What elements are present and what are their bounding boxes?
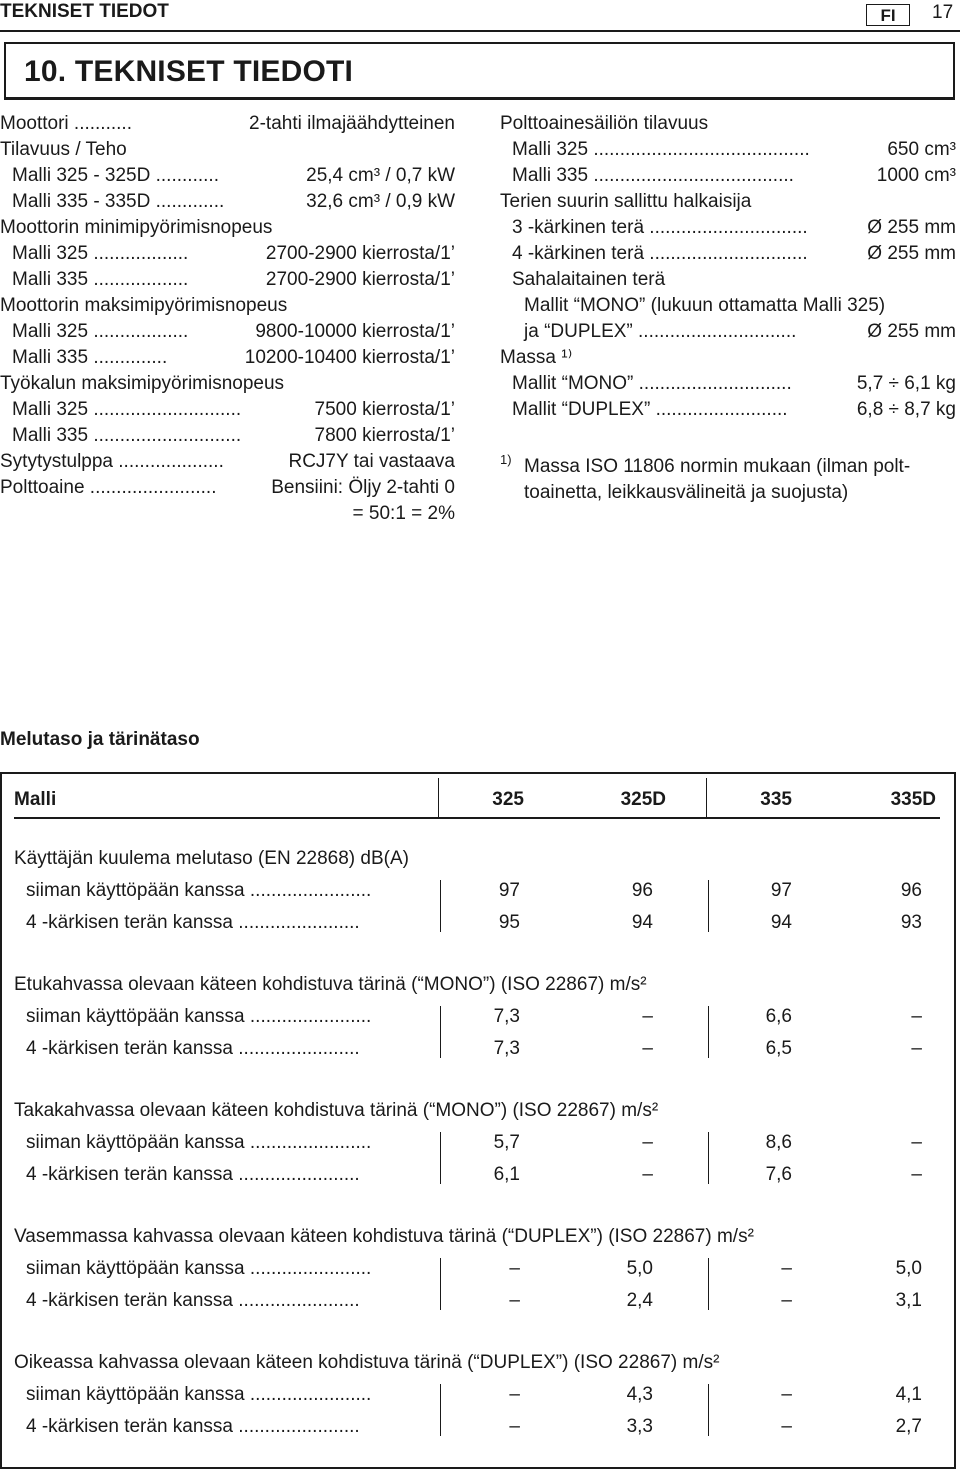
spec-row <box>0 449 455 475</box>
table-cell: – <box>642 1006 653 1027</box>
spec-row <box>0 293 455 319</box>
table-cell: – <box>642 1164 653 1185</box>
spec-label: Malli 335 .................. <box>12 269 189 290</box>
spec-row <box>512 215 956 241</box>
section-title: 10. TEKNISET TIEDOTI <box>24 55 354 88</box>
spec-row <box>524 293 956 319</box>
column-divider <box>708 906 709 932</box>
spec-label: Polttoainesäiliön tilavuus <box>500 113 709 134</box>
table-cell: – <box>642 1132 653 1153</box>
table-row-label: 4 -kärkisen terän kanssa ....................... <box>26 1290 360 1311</box>
table-cell: – <box>509 1384 520 1405</box>
table-cell: 5,0 <box>626 1258 653 1279</box>
table-cell: 6,6 <box>765 1006 792 1027</box>
table-header-335: 335 <box>760 789 792 810</box>
spec-value: 2700-2900 kierrosta/1’ <box>265 243 455 264</box>
spec-label: Mallit “MONO” (lukuun ottamatta Malli 325) <box>524 295 886 316</box>
spec-label: Moottorin maksimipyörimisnopeus <box>0 295 288 316</box>
table-cell: – <box>781 1416 792 1437</box>
spec-row <box>12 423 455 449</box>
column-divider <box>708 1158 709 1184</box>
spec-row <box>0 137 455 163</box>
spec-row <box>0 371 455 397</box>
table-row-label: 4 -kärkisen terän kanssa ....................... <box>26 1164 360 1185</box>
spec-label: Työkalun maksimipyörimisnopeus <box>0 373 285 394</box>
table-cell: 7,3 <box>493 1006 520 1027</box>
table-row-label: siiman käyttöpään kanssa ....................... <box>26 1258 372 1279</box>
spec-label: Malli 335 - 335D ............. <box>12 191 225 212</box>
spec-row <box>12 189 455 215</box>
table-cell: 5,0 <box>895 1258 922 1279</box>
spec-value: 32,6 cm³ / 0,9 kW <box>306 191 455 212</box>
table-cell: 2,4 <box>626 1290 653 1311</box>
table-row-label: siiman käyttöpään kanssa ....................... <box>26 880 372 901</box>
table-row-label: 4 -kärkisen terän kanssa ....................... <box>26 912 360 933</box>
spec-label: Polttoaine ........................ <box>0 477 217 498</box>
spec-row <box>524 319 956 345</box>
spec-value: 25,4 cm³ / 0,7 kW <box>306 165 455 186</box>
table-cell: 4,1 <box>895 1384 922 1405</box>
table-row-label: siiman käyttöpään kanssa ....................... <box>26 1006 372 1027</box>
table-cell: – <box>911 1132 922 1153</box>
spec-value: Ø 255 mm <box>867 243 956 264</box>
footnote-line-1: Massa ISO 11806 normin mukaan (ilman polt- <box>524 456 911 477</box>
column-divider <box>440 906 441 932</box>
spec-value: Bensiini: Öljy 2-tahti 0 <box>271 477 455 498</box>
table-group-title: Oikeassa kahvassa olevaan käteen kohdistuva tärinä (“DUPLEX”) (ISO 22867) m/s² <box>14 1352 720 1373</box>
column-divider <box>440 1158 441 1184</box>
table-cell: 95 <box>498 912 520 933</box>
spec-row <box>12 345 455 371</box>
table-header-335d: 335D <box>890 789 936 810</box>
spec-value: Ø 255 mm <box>867 321 956 342</box>
spec-value: 5,7 ÷ 6,1 kg <box>856 373 956 394</box>
spec-row <box>12 397 455 423</box>
spec-value: Ø 255 mm <box>867 217 956 238</box>
spec-value: 7500 kierrosta/1’ <box>314 399 455 420</box>
language-badge: FI <box>866 4 910 26</box>
table-group-title: Etukahvassa olevaan käteen kohdistuva tärinä (“MONO”) (ISO 22867) m/s² <box>14 974 647 995</box>
column-divider <box>440 1410 441 1436</box>
spec-row <box>0 111 455 137</box>
spec-value: 650 cm³ <box>887 139 956 160</box>
spec-label: Mallit “DUPLEX” ......................... <box>512 399 788 420</box>
header-divider-2 <box>706 778 707 818</box>
table-group-title: Vasemmassa kahvassa olevaan käteen kohdistuva tärinä (“DUPLEX”) (ISO 22867) m/s² <box>14 1226 754 1247</box>
table-cell: 97 <box>770 880 792 901</box>
spec-row <box>12 267 455 293</box>
page-number: 17 <box>932 2 954 23</box>
footnote-marker: 1) <box>500 452 512 467</box>
header-divider-1 <box>438 778 439 818</box>
spec-label: Malli 325 .................. <box>12 243 189 264</box>
spec-label: 4 -kärkinen terä .............................. <box>512 243 808 264</box>
spec-row <box>512 267 956 293</box>
table-group-title: Käyttäjän kuulema melutaso (EN 22868) dB(A) <box>14 848 409 869</box>
table-cell: 3,3 <box>626 1416 653 1437</box>
table-header-325d: 325D <box>620 789 666 810</box>
spec-value: 2700-2900 kierrosta/1’ <box>265 269 455 290</box>
spec-value: 9800-10000 kierrosta/1’ <box>255 321 455 342</box>
spec-label: Malli 325 ............................ <box>12 399 242 420</box>
spec-label: Sytytystulppa .................... <box>0 451 224 472</box>
spec-label: Massa ¹⁾ <box>500 347 573 368</box>
spec-value: 10200-10400 kierrosta/1’ <box>244 347 455 368</box>
table-cell: 97 <box>498 880 520 901</box>
spec-row <box>12 163 455 189</box>
table-cell: – <box>911 1006 922 1027</box>
spec-row <box>512 137 956 163</box>
header-divider <box>0 30 960 32</box>
table-cell: 3,1 <box>895 1290 922 1311</box>
table-row-label: 4 -kärkisen terän kanssa ....................... <box>26 1038 360 1059</box>
table-cell: – <box>509 1258 520 1279</box>
table-cell: – <box>781 1384 792 1405</box>
column-divider <box>708 1284 709 1310</box>
table-header-325: 325 <box>492 789 524 810</box>
table-cell: 2,7 <box>895 1416 922 1437</box>
table-cell: 8,6 <box>765 1132 792 1153</box>
table-cell: 96 <box>631 880 653 901</box>
column-divider <box>708 1032 709 1058</box>
table-header-model: Malli <box>14 789 57 810</box>
spec-row <box>512 397 956 423</box>
table-cell: 6,1 <box>493 1164 520 1185</box>
table-cell: 7,6 <box>765 1164 792 1185</box>
spec-row <box>500 189 956 215</box>
table-cell: – <box>642 1038 653 1059</box>
spec-value: 7800 kierrosta/1’ <box>314 425 455 446</box>
spec-row <box>0 215 455 241</box>
table-cell: 4,3 <box>626 1384 653 1405</box>
spec-row <box>12 319 455 345</box>
spec-value: = 50:1 = 2% <box>352 503 455 524</box>
spec-label: Mallit “MONO” ............................. <box>512 373 792 394</box>
table-header-rule <box>14 817 940 819</box>
spec-value: 2-tahti ilmajäähdytteinen <box>249 113 455 134</box>
spec-row <box>512 163 956 189</box>
table-cell: – <box>781 1290 792 1311</box>
spec-label: Sahalaitainen terä <box>512 269 666 290</box>
spec-row <box>12 241 455 267</box>
spec-label: Tilavuus / Teho <box>0 139 127 160</box>
table-row-label: siiman käyttöpään kanssa ....................... <box>26 1384 372 1405</box>
table-cell: 5,7 <box>493 1132 520 1153</box>
spec-label: Malli 335 ...................................... <box>512 165 794 186</box>
table-cell: 94 <box>770 912 792 933</box>
column-divider <box>440 1284 441 1310</box>
table-cell: – <box>911 1164 922 1185</box>
spec-row <box>512 241 956 267</box>
table-cell: – <box>509 1290 520 1311</box>
spec-label: Malli 325 .................. <box>12 321 189 342</box>
footnote-line-2: toainetta, leikkausvälineitä ja suojusta) <box>524 482 849 503</box>
table-row-label: 4 -kärkisen terän kanssa ....................... <box>26 1416 360 1437</box>
table-cell: 7,3 <box>493 1038 520 1059</box>
spec-label: Malli 325 ......................................... <box>512 139 810 160</box>
column-divider <box>440 1032 441 1058</box>
table-cell: – <box>781 1258 792 1279</box>
spec-label: Terien suurin sallittu halkaisija <box>500 191 752 212</box>
spec-label: Moottorin minimipyörimisnopeus <box>0 217 273 238</box>
spec-value: RCJ7Y tai vastaava <box>288 451 455 472</box>
table-row-label: siiman käyttöpään kanssa ....................... <box>26 1132 372 1153</box>
noise-section-title: Melutaso ja tärinätaso <box>0 729 200 750</box>
spec-label: 3 -kärkinen terä .............................. <box>512 217 808 238</box>
table-cell: 96 <box>900 880 922 901</box>
spec-label: Moottori ........... <box>0 113 132 134</box>
spec-value: 6,8 ÷ 8,7 kg <box>856 399 956 420</box>
spec-label: ja “DUPLEX” .............................. <box>524 321 797 342</box>
table-cell: 94 <box>631 912 653 933</box>
spec-row <box>0 501 455 527</box>
spec-row <box>0 475 455 501</box>
table-cell: 6,5 <box>765 1038 792 1059</box>
spec-value: 1000 cm³ <box>876 165 956 186</box>
spec-label: Malli 325 - 325D ............ <box>12 165 219 186</box>
table-cell: – <box>509 1416 520 1437</box>
spec-label: Malli 335 .............. <box>12 347 168 368</box>
spec-label: Malli 335 ............................ <box>12 425 242 446</box>
table-cell: 93 <box>900 912 922 933</box>
spec-row <box>500 345 956 371</box>
spec-row <box>512 371 956 397</box>
table-group-title: Takakahvassa olevaan käteen kohdistuva tärinä (“MONO”) (ISO 22867) m/s² <box>14 1100 659 1121</box>
spec-row <box>500 111 956 137</box>
column-divider <box>708 1410 709 1436</box>
running-header-title: TEKNISET TIEDOT <box>0 1 169 22</box>
table-cell: – <box>911 1038 922 1059</box>
